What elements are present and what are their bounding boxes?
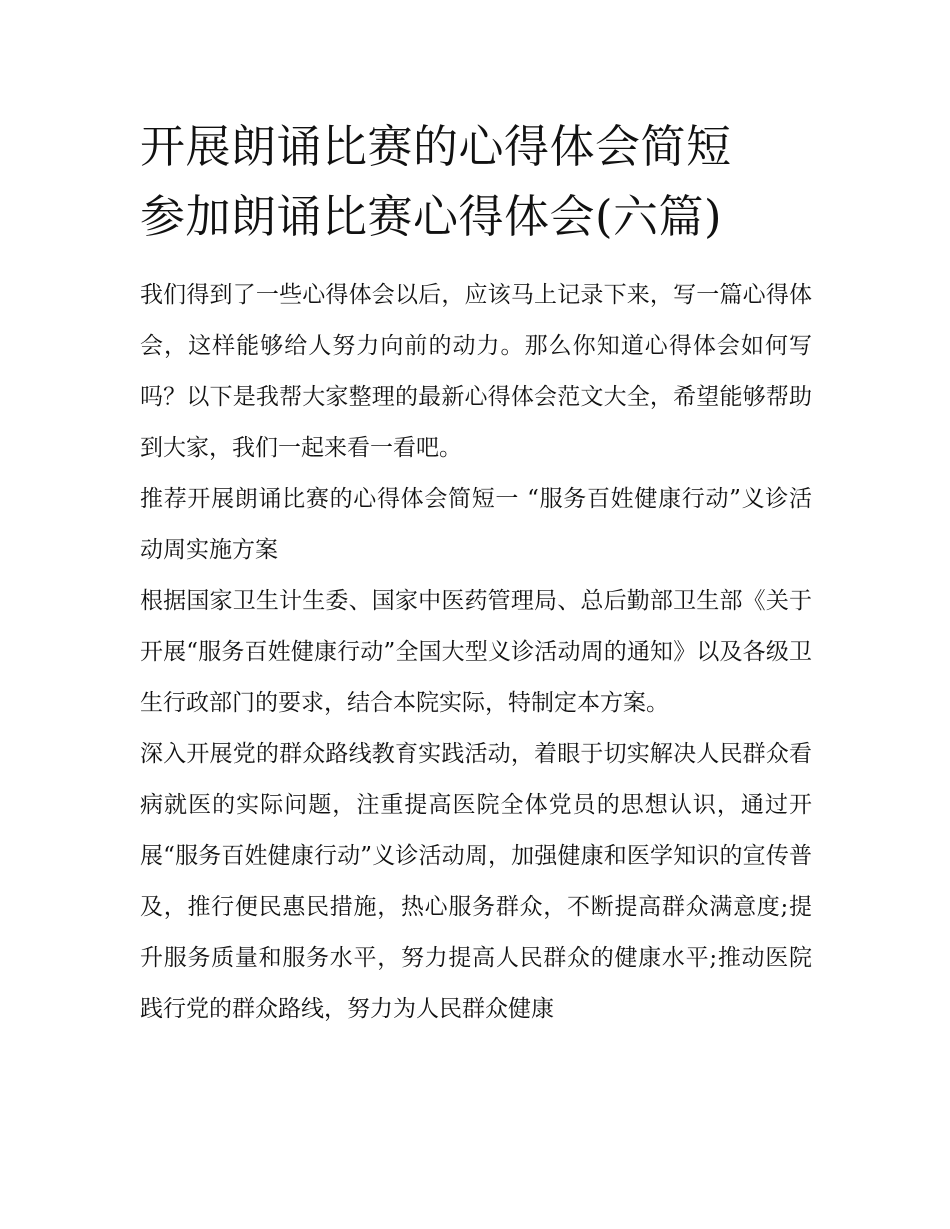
objective-paragraph: 深入开展党的群众路线教育实践活动，着眼于切实解决人民群众看病就医的实际问题，注重提高医院全体党员的思想认识，通过开展“服务百姓健康行动”义诊活动周，加强健康和医学知识的宣传普及，推行便民惠民措施，热心服务群众，不断提高群众满意度;提升服务质量和服务水平，努力提高人民群众的健康水平;推动医院践行党的群众路线，努力为人民群众健康: [140, 741, 812, 1022]
basis-paragraph: 根据国家卫生计生委、国家中医药管理局、总后勤部卫生部《关于开展“服务百姓健康行动”全国大型义诊活动周的通知》以及各级卫生行政部门的要求，结合本院实际，特制定本方案。: [140, 588, 812, 716]
section-heading-paragraph: 推荐开展朗诵比赛的心得体会简短一 “服务百姓健康行动”义诊活动周实施方案: [140, 486, 812, 563]
document-content: [140, 112, 812, 1035]
title-line-1: 开展朗诵比赛的心得体会简短: [140, 120, 732, 173]
intro-paragraph: 我们得到了一些心得体会以后，应该马上记录下来，写一篇心得体会，这样能够给人努力向前的动力。那么你知道心得体会如何写吗？以下是我帮大家整理的最新心得体会范文大全，希望能够帮助到大家，我们一起来看一看吧。: [140, 282, 812, 461]
document-title: [140, 112, 812, 252]
title-line-2: 参加朗诵比赛心得体会(六篇): [140, 190, 723, 243]
